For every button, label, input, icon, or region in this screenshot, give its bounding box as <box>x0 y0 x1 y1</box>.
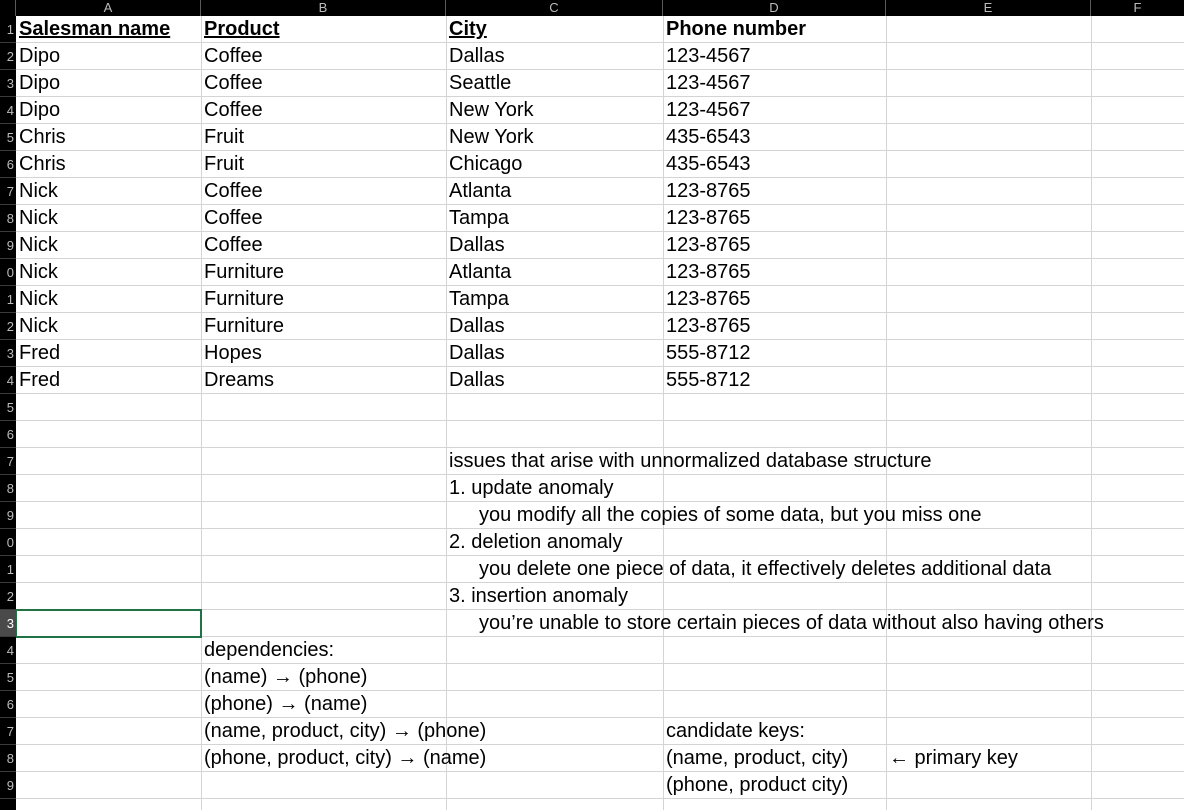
cell-salesman[interactable]: Fred <box>19 342 61 364</box>
row-header[interactable]: 8 <box>0 745 16 772</box>
cell-product[interactable]: Coffee <box>204 207 263 229</box>
row-header[interactable]: 1 <box>0 16 16 43</box>
row-header[interactable]: 1 <box>0 556 16 583</box>
cell-city[interactable]: Dallas <box>449 234 505 256</box>
cell-salesman[interactable]: Nick <box>19 234 58 256</box>
cell-phone[interactable]: 555-8712 <box>666 369 751 391</box>
cell-city[interactable]: Atlanta <box>449 180 512 202</box>
row-header[interactable]: 7 <box>0 178 16 205</box>
column-header-a[interactable]: A <box>16 0 201 16</box>
cell-salesman[interactable]: Nick <box>19 288 58 310</box>
cell-city[interactable]: Dallas <box>449 45 505 67</box>
update-anomaly[interactable]: 1. update anomaly <box>449 477 614 499</box>
cell-salesman[interactable]: Fred <box>19 369 61 391</box>
header-phone-number[interactable]: Phone number <box>666 18 807 40</box>
header-salesman-name[interactable]: Salesman name <box>19 18 171 40</box>
deletion-anomaly[interactable]: 2. deletion anomaly <box>449 531 623 553</box>
cell-salesman[interactable]: Dipo <box>19 99 61 121</box>
cell-phone[interactable]: 555-8712 <box>666 342 751 364</box>
row-header[interactable]: 7 <box>0 448 16 475</box>
column-header-c[interactable]: C <box>446 0 663 16</box>
cell-phone[interactable]: 123-8765 <box>666 261 751 283</box>
cell-salesman[interactable]: Dipo <box>19 72 61 94</box>
row-header[interactable]: 9 <box>0 502 16 529</box>
select-all-corner[interactable] <box>0 0 16 16</box>
cell-product[interactable]: Furniture <box>204 261 285 283</box>
cell-phone[interactable]: 123-8765 <box>666 288 751 310</box>
insertion-anomaly[interactable]: 3. insertion anomaly <box>449 585 628 607</box>
cell-city[interactable]: Dallas <box>449 369 505 391</box>
cell-phone[interactable]: 123-8765 <box>666 180 751 202</box>
row-header[interactable]: 5 <box>0 124 16 151</box>
primary-key-note[interactable]: ← primary key <box>889 747 1018 769</box>
cell-product[interactable]: Coffee <box>204 99 263 121</box>
row-header[interactable]: 8 <box>0 475 16 502</box>
row-header[interactable]: 3 <box>0 610 16 637</box>
column-header-b[interactable]: B <box>201 0 446 16</box>
cell-phone[interactable]: 435-6543 <box>666 126 751 148</box>
header-product[interactable]: Product <box>204 18 280 40</box>
cell-phone[interactable]: 123-4567 <box>666 99 751 121</box>
row-header[interactable]: 4 <box>0 367 16 394</box>
row-header[interactable]: 8 <box>0 205 16 232</box>
cell-salesman[interactable]: Chris <box>19 153 66 175</box>
cell-product[interactable]: Coffee <box>204 72 263 94</box>
row-header[interactable]: 4 <box>0 97 16 124</box>
cell-salesman[interactable]: Nick <box>19 180 58 202</box>
cell-phone[interactable]: 123-8765 <box>666 207 751 229</box>
cell-product[interactable]: Furniture <box>204 288 285 310</box>
cell-salesman[interactable]: Nick <box>19 207 58 229</box>
row-header[interactable]: 2 <box>0 583 16 610</box>
cell-product[interactable]: Furniture <box>204 315 285 337</box>
cell-phone[interactable]: 123-4567 <box>666 45 751 67</box>
dependencies-title[interactable]: dependencies: <box>204 639 335 661</box>
cell-city[interactable]: Dallas <box>449 315 505 337</box>
row-header[interactable]: 0 <box>0 259 16 286</box>
row-header[interactable]: 1 <box>0 286 16 313</box>
row-header[interactable]: 6 <box>0 151 16 178</box>
cell-city[interactable]: Tampa <box>449 207 510 229</box>
dependency-1[interactable]: (name) → (phone) <box>204 666 368 688</box>
cell-salesman[interactable]: Dipo <box>19 45 61 67</box>
row-header[interactable]: 2 <box>0 43 16 70</box>
cell-salesman[interactable]: Nick <box>19 315 58 337</box>
candidate-key-2[interactable]: (phone, product city) <box>666 774 849 796</box>
cell-product[interactable]: Hopes <box>204 342 262 364</box>
dependency-3[interactable]: (name, product, city) → (phone) <box>204 720 487 742</box>
column-header-f[interactable]: F <box>1091 0 1184 16</box>
cell-city[interactable]: Seattle <box>449 72 512 94</box>
row-header[interactable]: 4 <box>0 637 16 664</box>
cell-product[interactable]: Coffee <box>204 234 263 256</box>
cell-product[interactable]: Fruit <box>204 126 244 148</box>
cell-grid[interactable] <box>16 16 1184 810</box>
issues-title[interactable]: issues that arise with unnormalized database structure <box>449 450 932 472</box>
row-header[interactable]: 9 <box>0 772 16 799</box>
row-header[interactable] <box>0 799 16 810</box>
cell-product[interactable]: Dreams <box>204 369 275 391</box>
dependency-4[interactable]: (phone, product, city) → (name) <box>204 747 487 769</box>
cell-product[interactable]: Coffee <box>204 45 263 67</box>
column-header-e[interactable]: E <box>886 0 1091 16</box>
insertion-anomaly-desc[interactable]: you’re unable to store certain pieces of data without also having others <box>479 612 1104 634</box>
cell-city[interactable]: Chicago <box>449 153 523 175</box>
cell-salesman[interactable]: Chris <box>19 126 66 148</box>
cell-phone[interactable]: 123-8765 <box>666 315 751 337</box>
candidate-keys-title[interactable]: candidate keys: <box>666 720 805 742</box>
cell-city[interactable]: Atlanta <box>449 261 512 283</box>
cell-product[interactable]: Fruit <box>204 153 244 175</box>
row-header[interactable]: 0 <box>0 529 16 556</box>
row-header[interactable]: 2 <box>0 313 16 340</box>
row-header[interactable]: 3 <box>0 70 16 97</box>
cell-phone[interactable]: 123-8765 <box>666 234 751 256</box>
cell-product[interactable]: Coffee <box>204 180 263 202</box>
row-header[interactable]: 6 <box>0 691 16 718</box>
update-anomaly-desc[interactable]: you modify all the copies of some data, but you miss one <box>479 504 982 526</box>
cell-phone[interactable]: 123-4567 <box>666 72 751 94</box>
header-city[interactable]: City <box>449 18 487 40</box>
cell-city[interactable]: Dallas <box>449 342 505 364</box>
row-header[interactable]: 5 <box>0 394 16 421</box>
cell-phone[interactable]: 435-6543 <box>666 153 751 175</box>
active-cell-a23[interactable] <box>16 609 202 638</box>
deletion-anomaly-desc[interactable]: you delete one piece of data, it effectively deletes additional data <box>479 558 1052 580</box>
row-header[interactable]: 9 <box>0 232 16 259</box>
row-header[interactable]: 6 <box>0 421 16 448</box>
row-header[interactable]: 7 <box>0 718 16 745</box>
cell-city[interactable]: New York <box>449 99 534 121</box>
column-header-d[interactable]: D <box>663 0 886 16</box>
candidate-key-1[interactable]: (name, product, city) <box>666 747 849 769</box>
cell-city[interactable]: Tampa <box>449 288 510 310</box>
cell-salesman[interactable]: Nick <box>19 261 58 283</box>
row-header[interactable]: 5 <box>0 664 16 691</box>
cell-city[interactable]: New York <box>449 126 534 148</box>
dependency-2[interactable]: (phone) → (name) <box>204 693 368 715</box>
row-header[interactable]: 3 <box>0 340 16 367</box>
